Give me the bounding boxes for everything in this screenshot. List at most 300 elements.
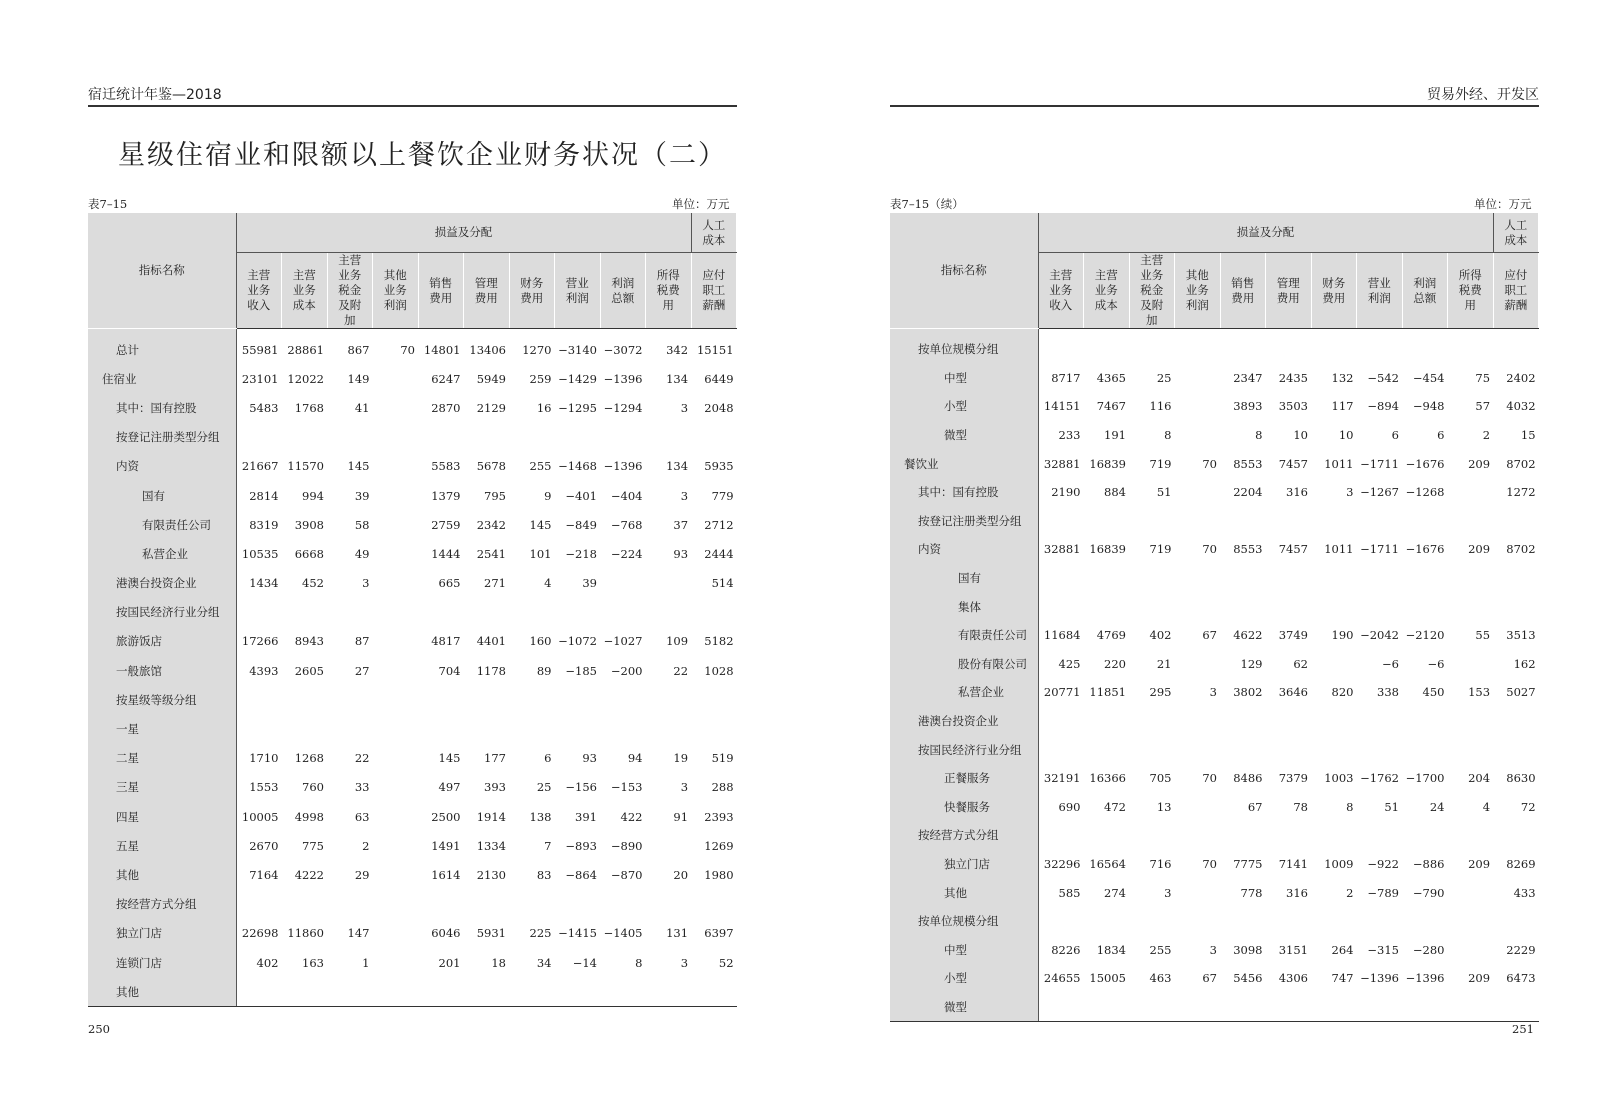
table-cell: 131: [666, 926, 689, 941]
table-cell: [600, 977, 646, 1007]
table-cell: 11684: [1043, 628, 1081, 643]
table-cell: 4222: [294, 867, 324, 882]
table-cell: 1: [362, 955, 370, 970]
table-cell: [1402, 564, 1448, 593]
table-cell: 70: [1202, 456, 1217, 471]
table-row: [890, 878, 1539, 907]
table-cell: [646, 598, 692, 627]
table-cell: [1266, 821, 1312, 850]
table-cell: 138: [529, 809, 552, 824]
table-cell: [1220, 329, 1266, 364]
row-label: 港澳台投资企业: [88, 569, 236, 598]
table-row: [88, 860, 737, 889]
table-cell: [555, 685, 601, 714]
table-cell: 1272: [1506, 485, 1536, 500]
table-row: [890, 964, 1539, 993]
table-cell: 1434: [249, 576, 279, 591]
table-cell: [327, 890, 373, 919]
table-cell: 204: [1468, 771, 1491, 786]
table-row: [890, 850, 1539, 879]
table-row: [88, 656, 737, 685]
table-row: [890, 793, 1539, 822]
table-cell: 58: [354, 517, 370, 532]
column-header: 主营业务税金及附加: [327, 253, 373, 329]
table-cell: 67: [1202, 628, 1217, 643]
table-cell: 94: [627, 751, 643, 766]
table-cell: 820: [1331, 685, 1354, 700]
table-cell: 25: [536, 780, 552, 795]
table-cell: [1175, 821, 1221, 850]
table-cell: 690: [1058, 799, 1081, 814]
table-cell: −849: [565, 517, 597, 532]
table-cell: [1175, 507, 1221, 536]
table-cell: 1028: [704, 663, 734, 678]
table-cell: [1266, 564, 1312, 593]
table-row: [88, 569, 737, 598]
table-cell: 472: [1104, 799, 1126, 814]
table-cell: [373, 831, 419, 860]
table-cell: 8: [1255, 428, 1263, 443]
table-cell: 3098: [1233, 942, 1263, 957]
row-label: 按登记注册类型分组: [88, 423, 236, 452]
table-cell: 7467: [1096, 399, 1126, 414]
table-row: [890, 907, 1539, 936]
table-cell: 1011: [1324, 542, 1354, 557]
row-label: 餐饮业: [890, 449, 1038, 478]
table-cell: 433: [1513, 885, 1536, 900]
table-cell: 13: [1156, 799, 1172, 814]
table-cell: [1311, 907, 1357, 936]
table-cell: 994: [302, 488, 324, 503]
table-cell: [646, 714, 692, 743]
table-cell: 209: [1468, 542, 1491, 557]
table-cell: 72: [1520, 799, 1536, 814]
table-cell: [373, 773, 419, 802]
table-cell: −156: [565, 780, 597, 795]
table-row: [890, 478, 1539, 507]
table-cell: 1834: [1096, 942, 1126, 957]
table-cell: 16366: [1089, 771, 1126, 786]
row-label: 其中：国有控股: [890, 478, 1038, 507]
table-cell: 11860: [287, 926, 324, 941]
column-group-header: 损益及分配: [1038, 213, 1493, 253]
row-label: 小型: [890, 964, 1038, 993]
table-row: [890, 364, 1539, 393]
table-row: [88, 481, 737, 510]
labor-cost-header: 人工成本: [1493, 213, 1539, 253]
table-cell: 716: [1149, 856, 1172, 871]
table-row: [890, 621, 1539, 650]
table-cell: [1266, 592, 1312, 621]
table-cell: [1220, 592, 1266, 621]
table-cell: 3513: [1506, 628, 1536, 643]
table-cell: [1175, 878, 1221, 907]
table-cell: 147: [347, 926, 370, 941]
table-cell: 3: [362, 576, 370, 591]
table-cell: 2204: [1233, 485, 1263, 500]
table-cell: −1429: [558, 371, 597, 386]
table-cell: [1129, 993, 1175, 1022]
table-cell: [646, 977, 692, 1007]
table-cell: [464, 685, 510, 714]
column-header: 主营业务收入: [236, 253, 282, 329]
table-cell: −948: [1412, 399, 1445, 414]
table-cell: [1357, 821, 1403, 850]
column-header: 其他业务利润: [373, 253, 419, 329]
table-cell: −404: [610, 488, 643, 503]
table-cell: 2393: [704, 809, 734, 824]
table-cell: 51: [1384, 799, 1399, 814]
table-cell: 75: [1475, 370, 1491, 385]
row-label: 正餐服务: [890, 764, 1038, 793]
table-cell: 7379: [1278, 771, 1308, 786]
table-cell: [1493, 329, 1539, 364]
table-cell: 18: [491, 955, 506, 970]
table-cell: [1402, 993, 1448, 1022]
table-cell: [1402, 592, 1448, 621]
table-cell: 67: [1202, 971, 1217, 986]
row-label: 其他: [88, 860, 236, 889]
table-cell: 8630: [1506, 771, 1536, 786]
table-cell: 1334: [476, 838, 506, 853]
table-cell: 49: [354, 546, 370, 561]
table-cell: [509, 890, 555, 919]
table-cell: [1357, 329, 1403, 364]
table-cell: [1357, 564, 1403, 593]
table-cell: 3: [1164, 885, 1172, 900]
table-cell: 3: [1209, 685, 1217, 700]
column-header: 主营业务税金及附加: [1129, 253, 1175, 329]
column-group-header: 损益及分配: [236, 213, 691, 253]
table-cell: 2: [1482, 428, 1491, 443]
table-cell: 93: [673, 546, 689, 561]
table-cell: 8702: [1506, 456, 1536, 471]
table-cell: 264: [1331, 942, 1354, 957]
table-cell: 422: [620, 809, 643, 824]
table-cell: 10535: [241, 546, 279, 561]
row-label: 私营企业: [88, 539, 236, 568]
table-cell: 201: [438, 955, 461, 970]
table-cell: [373, 364, 419, 393]
table-cell: [1493, 564, 1539, 593]
column-header: 应付职工薪酬: [1493, 253, 1539, 329]
table-cell: −922: [1367, 856, 1399, 871]
table-cell: 145: [438, 751, 461, 766]
column-header: 主营业务成本: [1084, 253, 1130, 329]
column-header: 财务费用: [509, 253, 555, 329]
table-cell: [418, 977, 464, 1007]
table-cell: 14801: [423, 342, 461, 357]
table-cell: [373, 510, 419, 539]
table-cell: 39: [582, 576, 597, 591]
table-cell: 1768: [294, 400, 324, 415]
table-cell: [373, 569, 419, 598]
table-cell: −789: [1367, 885, 1399, 900]
table-cell: [1084, 907, 1130, 936]
table-row: [890, 421, 1539, 450]
table-cell: −185: [565, 663, 597, 678]
table-cell: [1175, 364, 1221, 393]
column-header: 主营业务收入: [1038, 253, 1084, 329]
table-cell: 134: [666, 371, 689, 386]
table-cell: 2759: [431, 517, 461, 532]
table-cell: 6046: [431, 926, 461, 941]
row-label: 按国民经济行业分组: [88, 598, 236, 627]
table-cell: 62: [1293, 656, 1308, 671]
table-cell: 3: [680, 780, 689, 795]
table-cell: 8226: [1051, 942, 1081, 957]
table-cell: 191: [1104, 428, 1126, 443]
table-cell: 190: [1331, 628, 1354, 643]
table-cell: 497: [438, 780, 461, 795]
table-cell: [1448, 907, 1494, 936]
row-label: 其他: [88, 977, 236, 1007]
table-cell: [1220, 507, 1266, 536]
row-label: 按国民经济行业分组: [890, 735, 1038, 764]
table-cell: 665: [438, 576, 461, 591]
table-cell: 2712: [704, 517, 734, 532]
table-row: [88, 598, 737, 627]
table-cell: [373, 890, 419, 919]
table-cell: 3: [680, 400, 689, 415]
table-cell: [1357, 707, 1403, 736]
table-cell: −224: [610, 546, 643, 561]
table-cell: 8943: [294, 634, 324, 649]
table-cell: 8: [635, 955, 643, 970]
table-cell: 8553: [1233, 542, 1263, 557]
table-cell: [1175, 907, 1221, 936]
table-cell: 295: [1149, 685, 1172, 700]
table-cell: 6668: [294, 546, 324, 561]
table-cell: 760: [302, 780, 324, 795]
table-cell: 342: [666, 342, 689, 357]
table-cell: 3749: [1278, 628, 1308, 643]
table-cell: [236, 685, 282, 714]
table-cell: 4032: [1506, 399, 1536, 414]
table-cell: 1914: [476, 809, 506, 824]
table-cell: 4365: [1096, 370, 1126, 385]
table-cell: 27: [354, 663, 370, 678]
table-cell: [1129, 329, 1175, 364]
table-row: [890, 764, 1539, 793]
table-cell: 8553: [1233, 456, 1263, 471]
table-cell: 402: [256, 955, 279, 970]
table-cell: 15005: [1089, 971, 1126, 986]
table-cell: 1003: [1324, 771, 1354, 786]
table-cell: 145: [347, 459, 370, 474]
table-cell: 83: [536, 867, 552, 882]
table-cell: 10005: [241, 809, 279, 824]
table-cell: −14: [572, 955, 597, 970]
table-cell: 2500: [431, 809, 461, 824]
table-cell: [1220, 564, 1266, 593]
table-cell: 8717: [1051, 370, 1081, 385]
column-header: 所得税费用: [646, 253, 692, 329]
table-cell: [236, 423, 282, 452]
column-header: 应付职工薪酬: [691, 253, 737, 329]
column-header: 利润总额: [600, 253, 646, 329]
table-cell: [646, 569, 692, 598]
table-cell: [1448, 478, 1494, 507]
table-cell: 101: [529, 546, 552, 561]
table-cell: [418, 598, 464, 627]
table-cell: [1402, 507, 1448, 536]
page-number-left: 250: [88, 1022, 110, 1036]
table-cell: [691, 977, 737, 1007]
table-cell: [1402, 735, 1448, 764]
table-cell: [1220, 707, 1266, 736]
table-cell: 514: [711, 576, 734, 591]
table-cell: 32191: [1043, 771, 1081, 786]
table-cell: −3072: [603, 342, 643, 357]
table-cell: 452: [302, 576, 324, 591]
table-cell: 2402: [1506, 370, 1536, 385]
table-cell: 2129: [476, 400, 506, 415]
column-header: 销售费用: [418, 253, 464, 329]
table-cell: 233: [1058, 428, 1081, 443]
table-cell: 22698: [241, 926, 279, 941]
table-row: [890, 650, 1539, 679]
table-cell: 15151: [696, 342, 734, 357]
table-row: [88, 831, 737, 860]
table-cell: [1084, 329, 1130, 364]
table-cell: 225: [529, 926, 552, 941]
table-cell: 1444: [431, 546, 461, 561]
table-cell: 70: [1202, 771, 1217, 786]
table-cell: [691, 598, 737, 627]
table-cell: [1266, 735, 1312, 764]
table-cell: 719: [1149, 456, 1172, 471]
table-cell: [1266, 907, 1312, 936]
row-label: 一星: [88, 714, 236, 743]
table-cell: 21: [1156, 656, 1172, 671]
table-cell: [373, 948, 419, 977]
table-cell: [1448, 329, 1494, 364]
table-row: [890, 449, 1539, 478]
table-cell: 705: [1149, 771, 1172, 786]
table-cell: [1402, 329, 1448, 364]
column-header-name: 指标名称: [88, 213, 236, 329]
table-cell: [373, 481, 419, 510]
table-cell: [1493, 821, 1539, 850]
row-label: 有限责任公司: [890, 621, 1038, 650]
table-cell: 55: [1475, 628, 1491, 643]
page-number-right: 251: [1512, 1022, 1534, 1036]
table-cell: 7457: [1278, 456, 1308, 471]
table-cell: 52: [718, 955, 734, 970]
table-row: [890, 507, 1539, 536]
table-cell: [1448, 564, 1494, 593]
table-cell: [691, 714, 737, 743]
table-cell: 1710: [249, 751, 279, 766]
table-cell: 5483: [249, 400, 279, 415]
table-cell: [1129, 821, 1175, 850]
table-cell: [1038, 993, 1084, 1022]
table-cell: 2670: [249, 838, 279, 853]
table-cell: 5935: [704, 459, 734, 474]
row-label: 按单位规模分组: [890, 329, 1038, 364]
table-cell: −1676: [1405, 542, 1445, 557]
row-label: 其中：国有控股: [88, 393, 236, 422]
table-cell: [600, 598, 646, 627]
table-cell: 2870: [431, 400, 461, 415]
table-row: [88, 685, 737, 714]
table-cell: 8: [1346, 799, 1354, 814]
table-cell: −454: [1412, 370, 1445, 385]
row-label: 有限责任公司: [88, 510, 236, 539]
table-cell: 4769: [1096, 628, 1126, 643]
row-label: 三星: [88, 773, 236, 802]
table-cell: −1072: [558, 634, 597, 649]
table-cell: 704: [438, 663, 461, 678]
table-cell: 39: [354, 488, 370, 503]
table-cell: 2342: [476, 517, 506, 532]
row-label: 中型: [890, 935, 1038, 964]
table-row: [88, 977, 737, 1007]
table-cell: 57: [1475, 399, 1491, 414]
table-cell: [1129, 735, 1175, 764]
table-cell: [1448, 935, 1494, 964]
column-header: 管理费用: [1266, 253, 1312, 329]
table-cell: 4: [544, 576, 552, 591]
table-cell: [691, 423, 737, 452]
table-cell: 14151: [1043, 399, 1081, 414]
table-cell: 778: [1240, 885, 1263, 900]
table-cell: 51: [1156, 485, 1172, 500]
row-label: 按星级等级分组: [88, 685, 236, 714]
table-cell: 316: [1286, 485, 1308, 500]
table-cell: [373, 977, 419, 1007]
table-cell: 6397: [704, 926, 734, 941]
table-cell: 6: [544, 751, 552, 766]
table-cell: 3151: [1278, 942, 1308, 957]
table-cell: [1175, 650, 1221, 679]
table-cell: 1178: [476, 663, 506, 678]
table-cell: [373, 744, 419, 773]
column-header: 其他业务利润: [1175, 253, 1221, 329]
table-cell: 89: [536, 663, 552, 678]
column-header: 营业利润: [1357, 253, 1403, 329]
table-row: [88, 714, 737, 743]
table-cell: 109: [666, 634, 689, 649]
table-cell: [1311, 707, 1357, 736]
table-cell: [1311, 650, 1357, 679]
table-cell: 67: [1247, 799, 1263, 814]
row-label: 港澳台投资企业: [890, 707, 1038, 736]
table-cell: [1266, 329, 1312, 364]
table-cell: [1175, 421, 1221, 450]
table-cell: −1762: [1360, 771, 1399, 786]
table-cell: [1129, 707, 1175, 736]
table-cell: [555, 423, 601, 452]
column-header: 利润总额: [1402, 253, 1448, 329]
table-cell: −6: [1382, 656, 1399, 671]
row-label: 独立门店: [88, 919, 236, 948]
table-cell: [373, 539, 419, 568]
table-cell: 5583: [431, 459, 461, 474]
table-row: [890, 707, 1539, 736]
table-cell: −790: [1412, 885, 1445, 900]
table-cell: 450: [1422, 685, 1445, 700]
table-cell: −1267: [1360, 485, 1399, 500]
table-cell: [327, 423, 373, 452]
table-cell: 3908: [294, 517, 324, 532]
table-row: [88, 510, 737, 539]
table-cell: 129: [1240, 656, 1263, 671]
table-cell: [464, 423, 510, 452]
table-cell: [1448, 821, 1494, 850]
table-cell: 16839: [1089, 542, 1126, 557]
